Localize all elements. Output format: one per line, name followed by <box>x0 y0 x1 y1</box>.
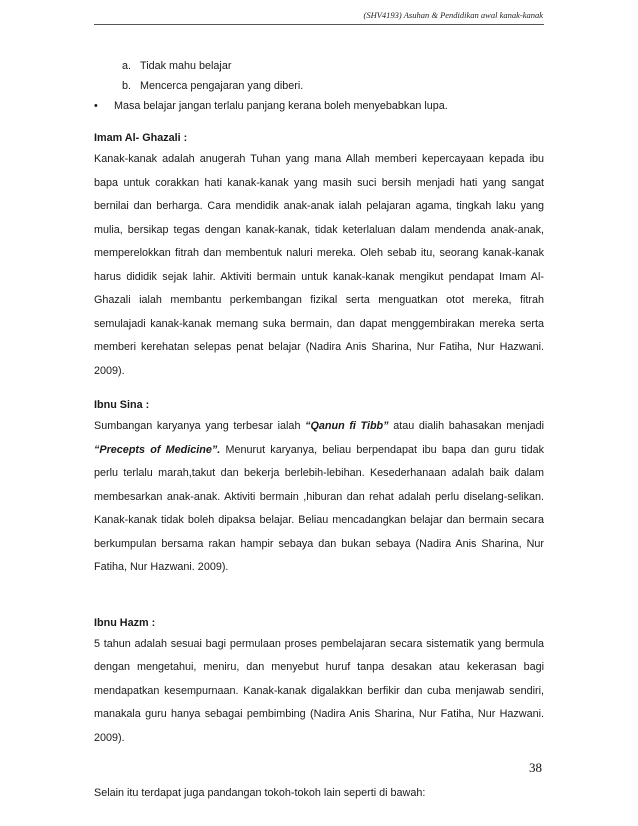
list-item-a-text: Tidak mahu belajar <box>140 60 232 72</box>
ibnu-sina-text-3: Menurut karyanya, beliau berpendapat ibu bapa dan guru tidak perlu terlalu marah,takut dan bekerja berlebih-lebihan. Kesederhanaan adalah baik dalam membesarkan anak-anak. Aktiviti bermain ,hiburan dan rehat adalah perlu diselang-selikan. Kanak-kanak tidak boleh dipaksa belajar. Beliau mencadangkan belajar dan bermain secara berkumpulan bersama rakan hampir sebaya dan bukan sebaya (Nadira Anis Sharina, Nur Fatiha, Nur Hazwani. 2009). <box>94 443 544 573</box>
qanun-title: “Qanun fi Tibb” <box>305 420 389 432</box>
list-item-a <box>122 56 544 76</box>
list-item-b-number: b. <box>122 80 132 92</box>
ibnu-sina-text-1: Sumbangan karyanya yang terbesar ialah <box>94 420 306 432</box>
spacer <box>94 580 544 613</box>
paragraph-ghazali: Kanak-kanak adalah anugerah Tuhan yang mana Allah memberi kepercayaan kepada ibu bapa untuk corakkan hati kanak-kanak yang masih suci bersih menjadi hati yang sangat bernilai dan berharga. Cara mendidik anak-anak ialah pelajaran agama, tingkah laku yang mulia, bersikap tegas dengan kanak-kanak, tidak keterlaluan dalam mendenda anak-anak, memperelokkan fitrah dan membentuk naluri mereka. Oleh sebab itu, seorang kanak-kanak harus dididik sejak lahir. Aktiviti bermain untuk kanak-kanak mengikut pendapat Imam Al-Ghazali ialah membantu perkembangan fizikal serta menguatkan otot mereka, fitrah semulajadi kanak-kanak memang suka bermain, dan dapat menggembirakan mereka serta memberi kerehatan selepas penat belajar (Nadira Anis Sharina, Nur Fatiha, Nur Hazwani. 2009). <box>94 153 544 377</box>
page-number: 38 <box>529 760 542 775</box>
precepts-title: “Precepts of Medicine”. <box>94 443 221 456</box>
paragraph-ibnu-hazm: 5 tahun adalah sesuai bagi permulaan proses pembelajaran secara sistematik yang bermula dengan mengetahui, meniru, dan menyebut huruf tanpa desakan atau kekerasan bagi mendapatkan kesempurnaan. Kanak-kanak digalakkan berfikir dan cuba menjawab sendiri, manakala guru hanya sebagai pembimbing (Nadira Anis Sharina, Nur Fatiha, Nur Hazwani. 2009). <box>94 637 544 744</box>
running-header: (SHV4193) Asuhan & Pendidikan awal kanak-kanak <box>363 10 543 20</box>
closing-sentence: Selain itu terdapat juga pandangan tokoh-tokoh lain seperti di bawah: <box>94 787 426 799</box>
section-heading-ibnu-hazm: Ibnu Hazm : <box>94 616 156 629</box>
bullet-item-text: Masa belajar jangan terlalu panjang kerana boleh menyebabkan lupa. <box>114 100 448 112</box>
header-rule <box>94 24 544 25</box>
bullet-item <box>94 96 544 116</box>
list-item-b-text: Mencerca pengajaran yang diberi. <box>140 80 304 92</box>
spacer <box>94 383 544 395</box>
spacer <box>94 750 544 783</box>
section-heading-ghazali: Imam Al- Ghazali : <box>94 132 188 144</box>
section-heading-ibnu-sina: Ibnu Sina : <box>94 399 150 411</box>
paragraph-ibnu-sina <box>94 415 544 580</box>
page-body <box>94 56 544 803</box>
bullet-icon: • <box>94 100 98 112</box>
spacer <box>94 116 544 128</box>
ibnu-sina-text-2: atau dialih bahasakan menjadi <box>388 420 544 432</box>
list-item-a-number: a. <box>122 60 132 72</box>
list-item-b <box>122 76 544 96</box>
